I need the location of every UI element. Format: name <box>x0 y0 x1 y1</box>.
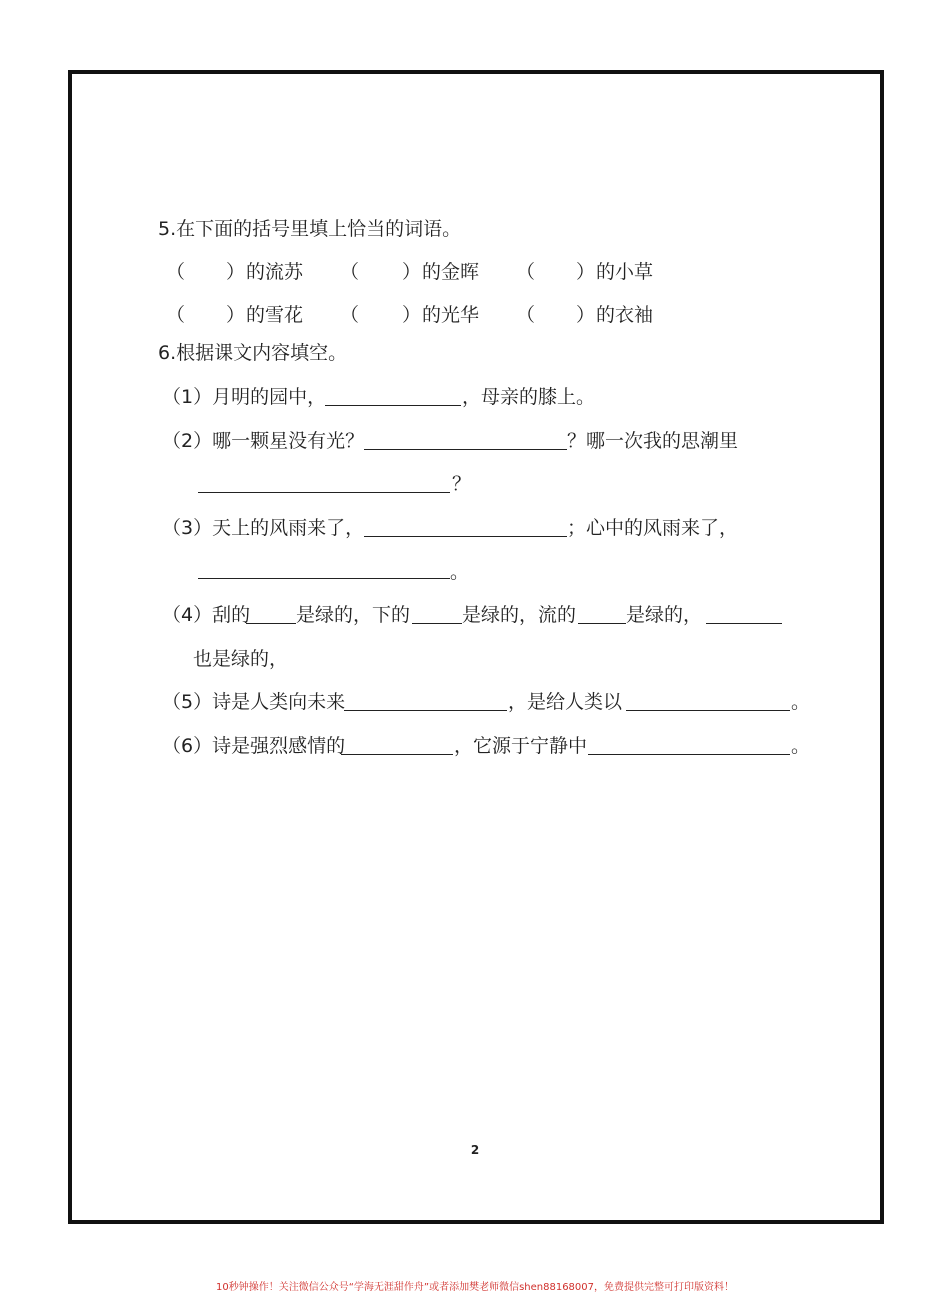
q5-paren-close: ） <box>576 261 596 283</box>
q5-paren-open: （ <box>340 304 360 326</box>
q6-item5-text: ，是给人类以 <box>508 691 623 713</box>
footer-note: 10秒钟操作！关注微信公众号“学海无涯甜作舟”或者添加樊老师微信shen88168007，免费提供完整可打印版资料！ <box>215 1282 735 1293</box>
q6-item1-text: ，母亲的膝上。 <box>462 386 596 408</box>
fill-blank[interactable] <box>246 623 296 624</box>
fill-blank[interactable] <box>364 449 567 450</box>
q6-item2-text: ？哪一次我的思潮里 <box>567 430 739 452</box>
fill-blank[interactable] <box>341 754 453 755</box>
q5-title: 5.在下面的括号里填上恰当的词语。 <box>158 218 462 240</box>
q5-word: 的衣袖 <box>596 304 654 326</box>
q6-item4-text: （4）刮的 <box>162 604 251 626</box>
q5-word: 的雪花 <box>246 304 304 326</box>
fill-blank[interactable] <box>344 710 507 711</box>
fill-blank[interactable] <box>198 578 450 579</box>
fill-blank[interactable] <box>588 754 790 755</box>
fill-blank[interactable] <box>198 492 450 493</box>
q6-item5-text: （5）诗是人类向未来 <box>162 691 346 713</box>
q6-item6-text: 。 <box>791 735 811 757</box>
page-number: 2 <box>470 1143 480 1157</box>
q5-paren-close: ） <box>402 261 422 283</box>
q6-item4-text: 是绿的， <box>626 604 703 626</box>
fill-blank[interactable] <box>364 536 567 537</box>
q6-title: 6.根据课文内容填空。 <box>158 342 348 364</box>
q5-paren-close: ） <box>226 261 246 283</box>
q6-item2-text: ？ <box>452 473 472 495</box>
q5-paren-open: （ <box>340 261 360 283</box>
q6-item1-text: （1）月明的园中， <box>162 386 327 408</box>
q5-word: 的流苏 <box>246 261 304 283</box>
q6-item2-text: （2）哪一颗星没有光？ <box>162 430 365 452</box>
fill-blank[interactable] <box>578 623 626 624</box>
fill-blank[interactable] <box>325 405 461 406</box>
q5-word: 的光华 <box>422 304 480 326</box>
q6-item3-text: 。 <box>450 561 470 583</box>
q5-paren-close: ） <box>226 304 246 326</box>
q5-paren-close: ） <box>402 304 422 326</box>
fill-blank[interactable] <box>412 623 462 624</box>
q6-item4-text: 也是绿的， <box>193 648 289 670</box>
q6-item5-text: 。 <box>791 691 811 713</box>
q6-item6-text: ，它源于宁静中 <box>454 735 588 757</box>
fill-blank[interactable] <box>706 623 782 624</box>
q6-item3-text: （3）天上的风雨来了， <box>162 517 365 539</box>
fill-blank[interactable] <box>626 710 790 711</box>
q5-word: 的小草 <box>596 261 654 283</box>
q5-paren-open: （ <box>166 304 186 326</box>
page-border <box>68 70 884 1224</box>
q5-paren-open: （ <box>166 261 186 283</box>
q5-paren-open: （ <box>516 304 536 326</box>
q6-item3-text: ；心中的风雨来了， <box>567 517 739 539</box>
q6-item4-text: 是绿的，下的 <box>296 604 411 626</box>
q6-item4-text: 是绿的，流的 <box>462 604 577 626</box>
q6-item6-text: （6）诗是强烈感情的 <box>162 735 346 757</box>
q5-paren-close: ） <box>576 304 596 326</box>
q5-paren-open: （ <box>516 261 536 283</box>
q5-word: 的金晖 <box>422 261 480 283</box>
